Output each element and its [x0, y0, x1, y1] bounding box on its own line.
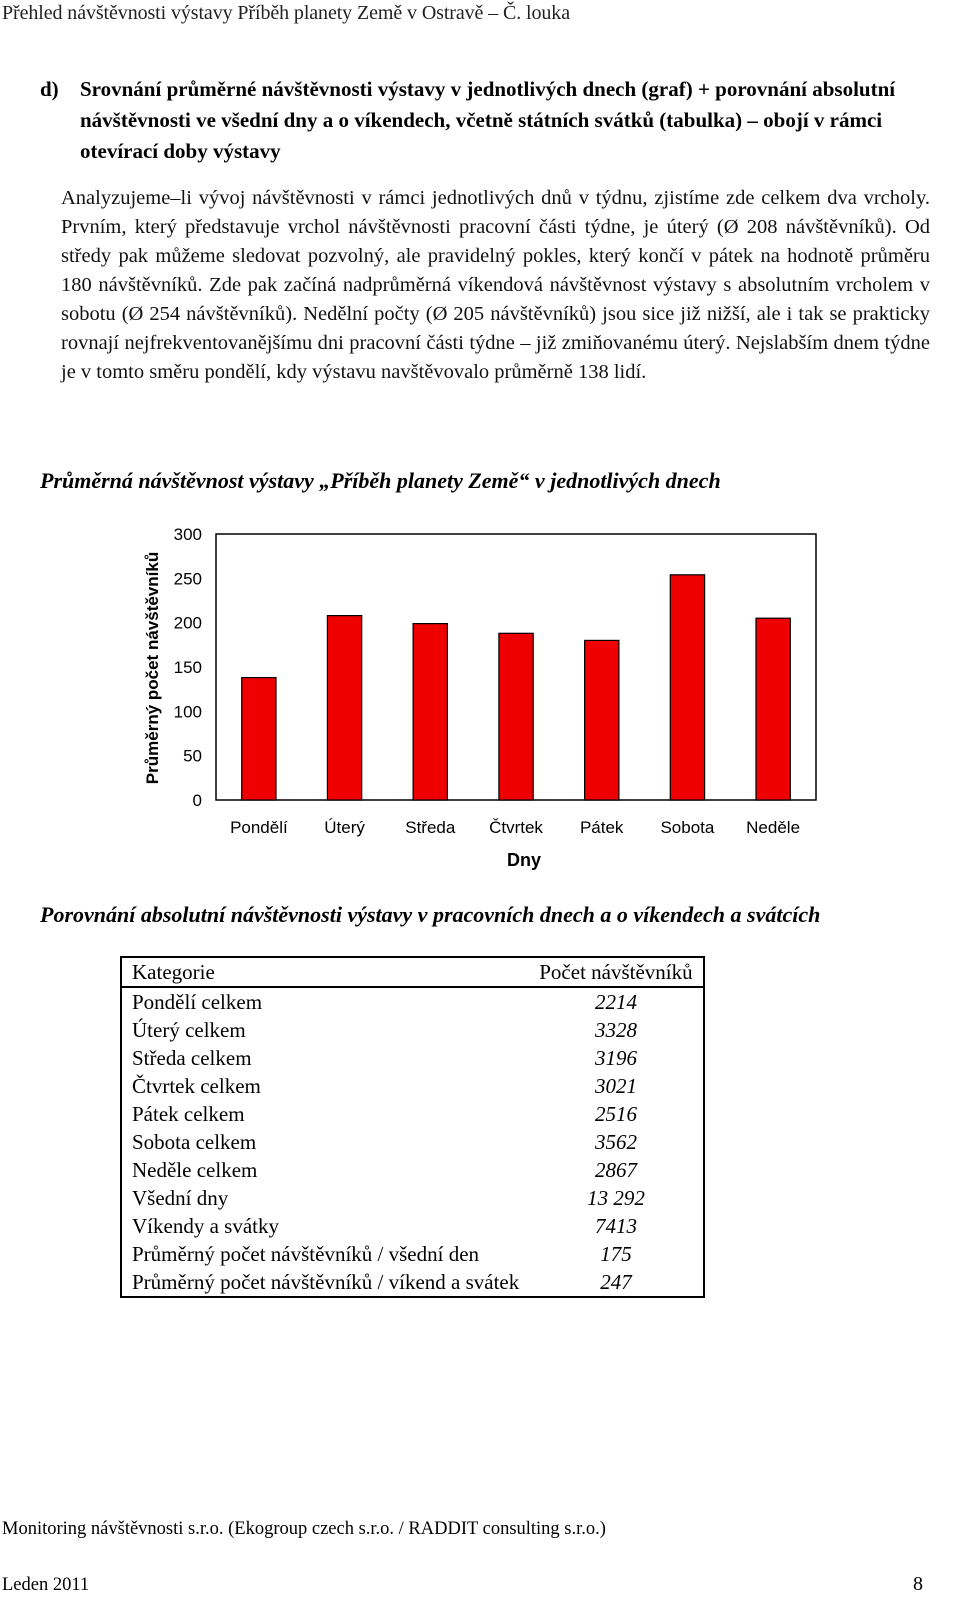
x-tick-label: Neděle [746, 818, 801, 837]
bar-chart [130, 520, 830, 875]
x-tick-label: Středa [405, 818, 456, 837]
table-cell-category: Úterý celkem [132, 1018, 246, 1042]
bar-5 [670, 575, 704, 800]
table-row [122, 1044, 703, 1072]
bar-6 [756, 618, 790, 800]
table-header-row [122, 958, 703, 987]
table-cell-category: Sobota celkem [132, 1130, 257, 1154]
table-cell-category: Pátek celkem [132, 1102, 245, 1126]
bar-1 [327, 616, 361, 800]
y-tick-label: 150 [173, 658, 202, 677]
table-cell-count: 3196 [594, 1046, 637, 1070]
table-cell-category: Víkendy a svátky [132, 1214, 279, 1238]
visitor-table [122, 958, 703, 1296]
x-tick-label: Pátek [579, 818, 624, 837]
y-tick-label: 0 [192, 791, 202, 810]
page-number: 8 [913, 1573, 923, 1595]
x-tick-label: Sobota [660, 818, 715, 837]
table-cell-count: 3328 [594, 1018, 637, 1042]
table-cell-count: 7413 [594, 1214, 637, 1238]
table-cell-count: 3021 [594, 1074, 637, 1098]
y-tick-label: 100 [173, 702, 202, 722]
table-cell-category: Čtvrtek celkem [132, 1074, 261, 1098]
x-tick-label: Úterý [324, 818, 365, 837]
x-tick-label: Pondělí [230, 818, 288, 837]
table-cell-category: Středa celkem [132, 1046, 252, 1070]
running-header: Přehled návštěvnosti výstavy Příběh planety Země v Ostravě – Č. louka [2, 2, 570, 24]
table-row [122, 1240, 703, 1268]
column-header-count: Počet návštěvníků [529, 958, 702, 987]
y-axis-label: Průměrný počet návštěvníků [143, 551, 162, 785]
bar-2 [413, 624, 447, 800]
table-row [122, 1100, 703, 1128]
intro-paragraph: Analyzujeme–li vývoj návštěvnosti v rámci jednotlivých dnů v týdnu, zjistíme zde celkem dva vrcholy. Prvním, který představuje vrchol návštěvnosti pracovní části týdne, je úterý (Ø 208 návštěvníků). Od středy pak můžeme sledovat pozvolný, ale pravidelný pokles, který končí v pátek na hodnotě průměru 180 návštěvníků. Zde pak začíná nadprůměrná víkendová návštěvnost výstavy s absolutním vrcholem v sobotu (Ø 254 návštěvníků). Nedělní počty (Ø 205 návštěvníků) jsou sice již nižší, ale i tak se prakticky rovnají nejfrekventovanějšímu dni pracovní části týdne – již zmiňovanému úterý. Nejslabším dnem týdne je v tomto směru pondělí, kdy výstavu navštěvovalo průměrně 138 lidí. [61, 187, 930, 383]
table-cell-count: 2516 [594, 1102, 637, 1126]
section-label: d) [40, 77, 59, 101]
y-tick-label: 300 [173, 525, 202, 544]
table-row [122, 1184, 703, 1212]
table-cell-count: 2214 [594, 990, 637, 1014]
bar-3 [499, 633, 533, 800]
section-heading-text: Srovnání průměrné návštěvnosti výstavy v jednotlivých dnech (graf) + porovnání absolutní návštěvnosti ve všední dny a o víkendech, včetně státních svátků (tabulka) – obojí v rámci otevírací doby výstavy [80, 77, 896, 163]
table-cell-count: 3562 [594, 1130, 637, 1154]
column-header-category: Kategorie [122, 958, 529, 987]
x-axis-label: Dny [506, 850, 542, 870]
footer-company: Monitoring návštěvnosti s.r.o. (Ekogroup czech s.r.o. / RADDIT consulting s.r.o.) [2, 1519, 606, 1539]
table-cell-category: Pondělí celkem [132, 990, 263, 1014]
footer-date: Leden 2011 [2, 1575, 90, 1595]
table-cell-category: Průměrný počet návštěvníků / víkend a svátek [132, 1270, 520, 1294]
table-cell-count: 13 292 [587, 1186, 645, 1210]
table-row [122, 1016, 703, 1044]
table-row [122, 1212, 703, 1240]
table-row [122, 1156, 703, 1184]
y-tick-label: 50 [183, 746, 202, 766]
table-cell-category: Průměrný počet návštěvníků / všední den [132, 1242, 480, 1266]
x-tick-label: Čtvrtek [489, 818, 543, 837]
table-cell-category: Všední dny [132, 1186, 229, 1210]
table-row [122, 1128, 703, 1156]
table-cell-category: Neděle celkem [132, 1158, 258, 1182]
section-heading [40, 74, 930, 167]
y-tick-label: 250 [173, 569, 202, 589]
table-cell-count: 175 [600, 1242, 632, 1266]
table-row [122, 987, 703, 1016]
bar-0 [242, 678, 276, 800]
chart-title: Průměrná návštěvnost výstavy „Příběh planety Země“ v jednotlivých dnech [40, 468, 721, 493]
table-cell-count: 247 [600, 1270, 632, 1294]
table-row [122, 1268, 703, 1296]
bar-4 [585, 640, 619, 800]
table-cell-count: 2867 [594, 1158, 637, 1182]
y-tick-label: 200 [173, 613, 202, 633]
table-title: Porovnání absolutní návštěvnosti výstavy v pracovních dnech a o víkendech a svátcích [40, 902, 821, 927]
table-row [122, 1072, 703, 1100]
